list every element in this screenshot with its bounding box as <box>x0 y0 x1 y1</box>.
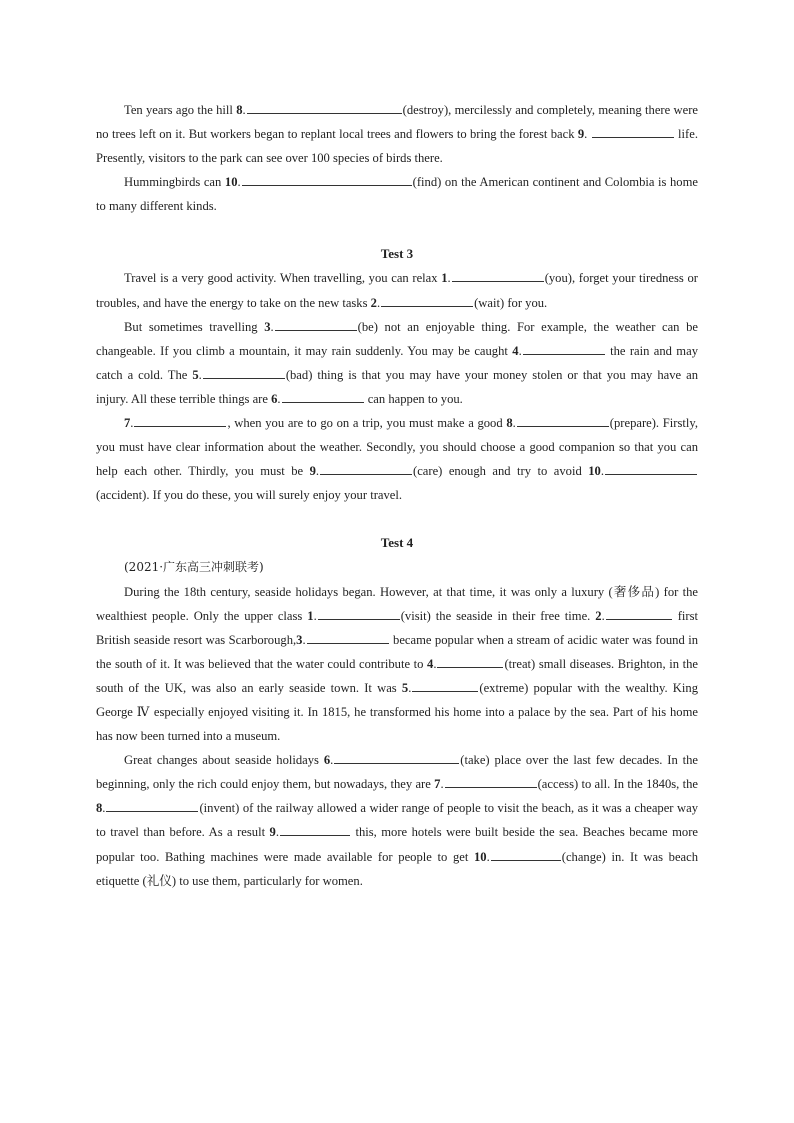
text: . <box>130 416 134 431</box>
text: (find) on the American continent and Colombia is home to many different kinds. <box>96 175 698 214</box>
answer-blank[interactable] <box>318 606 400 620</box>
text: the rain and may catch a cold. The <box>96 343 698 382</box>
text: . <box>440 777 444 792</box>
text: (wait) for you. <box>474 295 548 310</box>
answer-blank[interactable] <box>605 461 697 475</box>
text: . <box>584 127 591 142</box>
answer-blank[interactable] <box>592 124 674 138</box>
answer-blank[interactable] <box>412 678 478 692</box>
answer-blank[interactable] <box>517 413 609 427</box>
text: this, more hotels were built beside the sea. Beaches became more popular too. Bathing machines were made available for people to get <box>96 825 698 864</box>
text: . <box>512 416 516 431</box>
text: Ten years ago the hill <box>124 103 237 117</box>
text: (change) in. It was beach etiquette (礼仪) to use them, particularly for women. <box>96 849 699 888</box>
text: . <box>275 825 279 840</box>
answer-blank[interactable] <box>491 847 561 861</box>
question-number: 7 <box>434 777 441 792</box>
text: . <box>376 295 381 310</box>
text: (care) enough and try to avoid <box>413 464 589 479</box>
answer-blank[interactable] <box>247 100 402 114</box>
question-number: 1 <box>441 271 448 286</box>
question-number: 6 <box>271 391 278 406</box>
text: . <box>330 753 334 768</box>
answer-blank[interactable] <box>275 317 357 331</box>
question-number: 3 <box>296 632 303 647</box>
answer-blank[interactable] <box>320 461 412 475</box>
answer-blank[interactable] <box>280 822 350 836</box>
text: can happen to you. <box>364 391 463 406</box>
text: (access) to all. In the 1840s, the <box>537 777 698 792</box>
answer-blank[interactable] <box>282 389 364 403</box>
answer-blank[interactable] <box>606 606 672 620</box>
text: first British seaside resort was Scarborough, <box>96 608 698 647</box>
text: . <box>433 656 437 671</box>
text: . <box>198 367 202 382</box>
text: life. Presently, visitors to the park can see over 100 species of birds there. <box>96 127 698 166</box>
text: (destroy), mercilessly and completely, meaning there were no trees left on it. But workers began to replant local trees and flowers to bring the forest back <box>96 103 698 142</box>
text: But sometimes travelling <box>124 319 265 334</box>
text: (bad) thing is that you may have your money stolen or that you may have an injury. All these terrible things are <box>96 367 698 406</box>
question-number: 9 <box>577 127 585 142</box>
text: (visit) the seaside in their free time. <box>400 608 596 623</box>
answer-blank[interactable] <box>452 268 544 282</box>
text: . <box>408 680 412 695</box>
text: became popular when a stream of acidic water was found in the south of it. It was believed that the water could contribute to <box>96 632 699 671</box>
text: . <box>270 319 274 334</box>
question-number: 5 <box>401 680 409 695</box>
question-number: 2 <box>370 295 377 310</box>
text: (be) not an enjoyable thing. For example, the weather can be changeable. If you climb a mountain, it may rain suddenly. You may be caught <box>96 319 698 358</box>
question-number: 8 <box>506 416 513 431</box>
answer-blank[interactable] <box>106 798 198 812</box>
test4-source: (2021·广东高三冲刺联考) <box>124 560 264 575</box>
answer-blank[interactable] <box>381 293 473 307</box>
text: . <box>518 343 522 358</box>
worksheet-page <box>96 98 698 893</box>
test4-paragraph-2 <box>96 748 698 893</box>
question-number: 6 <box>323 753 331 768</box>
text: . <box>313 608 317 623</box>
test2-paragraph-2 <box>96 170 698 218</box>
question-number: 4 <box>427 656 434 671</box>
test3-paragraph-2 <box>96 315 698 411</box>
text: , when you are to go on a trip, you must make a good <box>227 416 507 431</box>
question-number: 9 <box>269 825 276 840</box>
question-number: 7 <box>124 416 131 431</box>
text: (you), forget your tiredness or troubles, and have the energy to take on the new tasks <box>96 271 698 310</box>
text: . <box>102 801 106 816</box>
question-number: 5 <box>192 367 199 382</box>
text: . <box>447 271 451 286</box>
answer-blank[interactable] <box>437 654 503 668</box>
text: (extreme) popular with the wealthy. King George Ⅳ especially enjoyed visiting it. In 1815, he transformed his home into a palace by the sea. Part of his home has now been turned into a museum. <box>96 680 698 744</box>
text: Hummingbirds can <box>124 175 225 190</box>
test4-title: Test 4 <box>380 535 414 551</box>
question-number: 10 <box>474 849 487 864</box>
answer-blank[interactable] <box>242 172 412 186</box>
answer-blank[interactable] <box>307 630 389 644</box>
question-number: 2 <box>595 608 602 623</box>
text: (invent) of the railway allowed a wider range of people to visit the beach, as it was a cheaper way to travel than before. As a result <box>96 801 698 840</box>
question-number: 8 <box>236 103 243 117</box>
text: Great changes about seaside holidays <box>124 753 324 768</box>
text: (take) place over the last few decades. In the beginning, only the rich could enjoy them, but nowadays, they are <box>96 753 699 792</box>
answer-blank[interactable] <box>134 413 226 427</box>
text: (prepare). Firstly, you must have clear information about the weather. Secondly, you should choose a good companion so that you can help each other. Thirdly, you must be <box>96 416 698 479</box>
text: . <box>237 175 241 190</box>
question-number: 1 <box>307 608 314 623</box>
question-number: 8 <box>96 801 103 816</box>
answer-blank[interactable] <box>445 774 537 788</box>
question-number: 10 <box>224 175 238 190</box>
test3-paragraph-3 <box>96 411 698 507</box>
text: . <box>315 464 320 479</box>
text: (treat) small diseases. Brighton, in the south of the UK, was also an early seaside town. It was <box>96 656 698 695</box>
test3-paragraph-1 <box>96 266 698 314</box>
text: . <box>302 632 306 647</box>
answer-blank[interactable] <box>523 341 605 355</box>
question-number: 10 <box>588 464 601 479</box>
text: . <box>600 464 604 479</box>
test2-paragraph-1: Ten years ago the hill 8. (destroy), mercilessly and completely, meaning there were no trees left on it. But workers began to replant local trees and flowers to bring the forest back 9. life. Presently, visitors to the park can see over 100 species of birds there. <box>96 98 698 170</box>
text: . <box>601 608 605 623</box>
text: . <box>486 849 490 864</box>
test3-title: Test 3 <box>380 246 414 262</box>
text: During the 18th century, seaside holidays began. However, at that time, it was only a luxury (奢侈品) for the wealthiest people. Only the upper class <box>96 584 698 623</box>
answer-blank[interactable] <box>334 750 459 764</box>
test4-paragraph-1 <box>96 580 698 749</box>
text: Travel is a very good activity. When travelling, you can relax <box>124 271 442 286</box>
question-number: 9 <box>309 464 316 479</box>
answer-blank[interactable] <box>203 365 285 379</box>
text: (accident). If you do these, you will surely enjoy your travel. <box>96 488 403 503</box>
question-number: 3 <box>264 319 271 334</box>
text: . <box>277 391 281 406</box>
question-number: 4 <box>512 343 519 358</box>
